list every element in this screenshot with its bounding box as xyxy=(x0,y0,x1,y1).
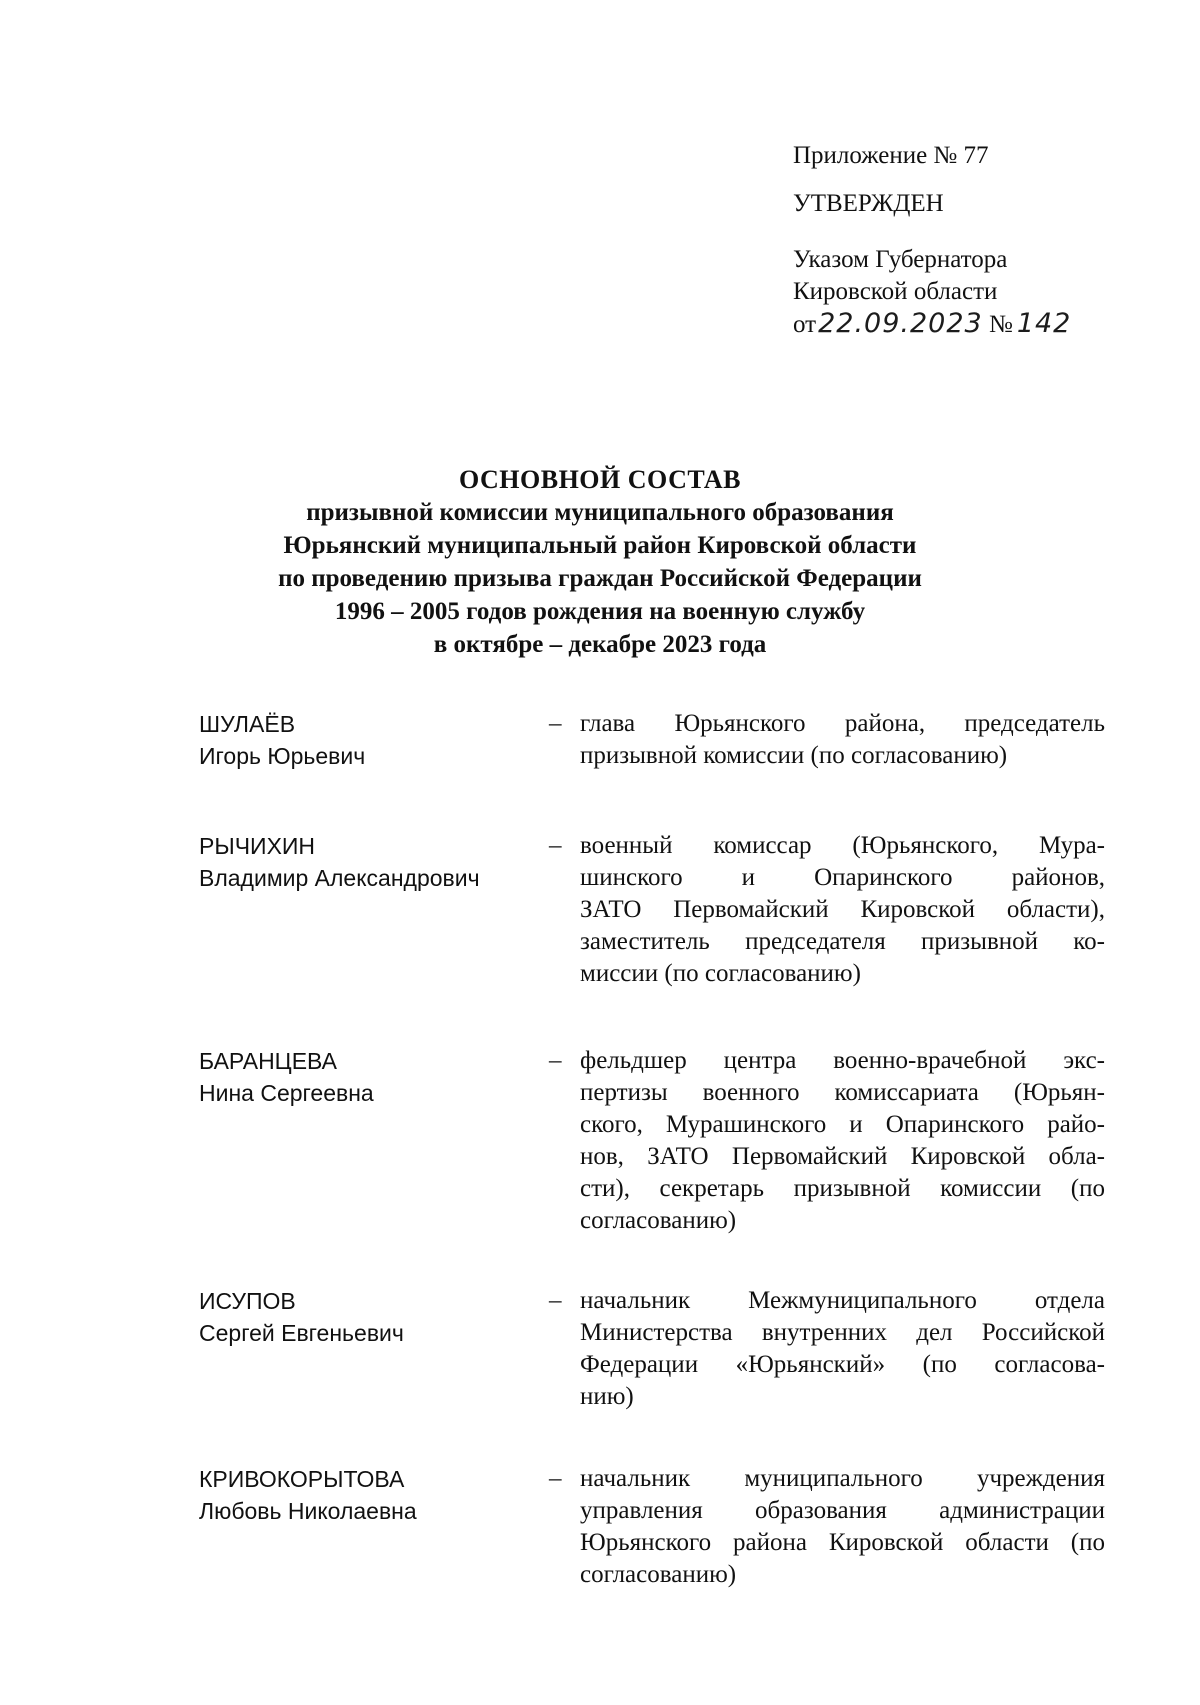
member-description xyxy=(580,1463,1105,1591)
member-surname: РЫЧИХИН xyxy=(199,833,316,859)
description-line: Министерства внутренних дел Российской xyxy=(580,1319,1105,1346)
member-surname: КРИВОКОРЫТОВА xyxy=(199,1466,405,1492)
member-given-name: Нина Сергеевна xyxy=(199,1080,374,1106)
member-given-name: Владимир Александрович xyxy=(199,865,480,891)
title-line: призывной комиссии муниципального образования xyxy=(306,499,894,526)
description-line: нов, ЗАТО Первомайский Кировской обла- xyxy=(580,1143,1105,1170)
description-line: сти), секретарь призывной комиссии (по xyxy=(580,1175,1105,1202)
decree-line-2: Кировской области xyxy=(793,278,998,305)
description-line: нию) xyxy=(580,1383,634,1410)
member-surname: ШУЛАЁВ xyxy=(199,711,296,737)
handwritten-number: 142 xyxy=(1016,308,1072,339)
description-line: начальник муниципального учреждения xyxy=(580,1465,1105,1492)
description-line: военный комиссар (Юрьянского, Мура- xyxy=(580,832,1105,859)
description-line: согласованию) xyxy=(580,1561,737,1588)
member-given-name: Игорь Юрьевич xyxy=(199,743,366,769)
member-dash: – xyxy=(549,1465,562,1492)
member-description xyxy=(580,830,1105,990)
description-line: ЗАТО Первомайский Кировской области), xyxy=(580,896,1105,923)
title-line: в октябре – декабре 2023 года xyxy=(433,631,767,658)
description-line: пертизы военного комиссариата (Юрьян- xyxy=(580,1079,1105,1106)
member-given-name: Сергей Евгеньевич xyxy=(199,1320,404,1346)
member-dash: – xyxy=(549,710,562,737)
appendix-number: Приложение № 77 xyxy=(793,142,989,169)
document-title xyxy=(0,463,1200,661)
description-line: ского, Мурашинского и Опаринского райо- xyxy=(580,1111,1105,1138)
member-name xyxy=(199,1045,519,1109)
approved-label: УТВЕРЖДЕН xyxy=(793,190,944,217)
decree-date-line xyxy=(793,308,1071,341)
decree-line-1: Указом Губернатора xyxy=(793,246,1008,273)
member-given-name: Любовь Николаевна xyxy=(199,1498,417,1524)
description-line: шинского и Опаринского районов, xyxy=(580,864,1105,891)
handwritten-date: 22.09.2023 xyxy=(818,308,983,339)
description-line: миссии (по согласованию) xyxy=(580,960,861,987)
approval-block xyxy=(793,140,1071,341)
member-description xyxy=(580,1285,1105,1413)
description-line: глава Юрьянского района, председатель xyxy=(580,710,1105,737)
member-name xyxy=(199,1463,519,1527)
member-dash: – xyxy=(549,832,562,859)
description-line: начальник Межмуниципального отдела xyxy=(580,1287,1105,1314)
date-prefix: от xyxy=(793,311,817,338)
member-description xyxy=(580,1045,1105,1237)
description-line: заместитель председателя призывной ко- xyxy=(580,928,1105,955)
description-line: Юрьянского района Кировской области (по xyxy=(580,1529,1105,1556)
description-line: управления образования администрации xyxy=(580,1497,1105,1524)
title-line: Юрьянский муниципальный район Кировской области xyxy=(283,532,917,559)
number-prefix: № xyxy=(988,311,1013,338)
title-main: ОСНОВНОЙ СОСТАВ xyxy=(458,465,742,494)
member-dash: – xyxy=(549,1287,562,1314)
member-name xyxy=(199,1285,519,1349)
member-name xyxy=(199,830,519,894)
member-name xyxy=(199,708,519,772)
title-line: по проведению призыва граждан Российской Федерации xyxy=(278,565,922,592)
description-line: согласованию) xyxy=(580,1207,737,1234)
member-dash: – xyxy=(549,1047,562,1074)
member-surname: БАРАНЦЕВА xyxy=(199,1048,337,1074)
description-line: Федерации «Юрьянский» (по согласова- xyxy=(580,1351,1105,1378)
description-line: призывной комиссии (по согласованию) xyxy=(580,742,1008,769)
title-line: 1996 – 2005 годов рождения на военную службу xyxy=(334,598,866,625)
description-line: фельдшер центра военно-врачебной экс- xyxy=(580,1047,1105,1074)
member-description xyxy=(580,708,1105,772)
member-surname: ИСУПОВ xyxy=(199,1288,296,1314)
